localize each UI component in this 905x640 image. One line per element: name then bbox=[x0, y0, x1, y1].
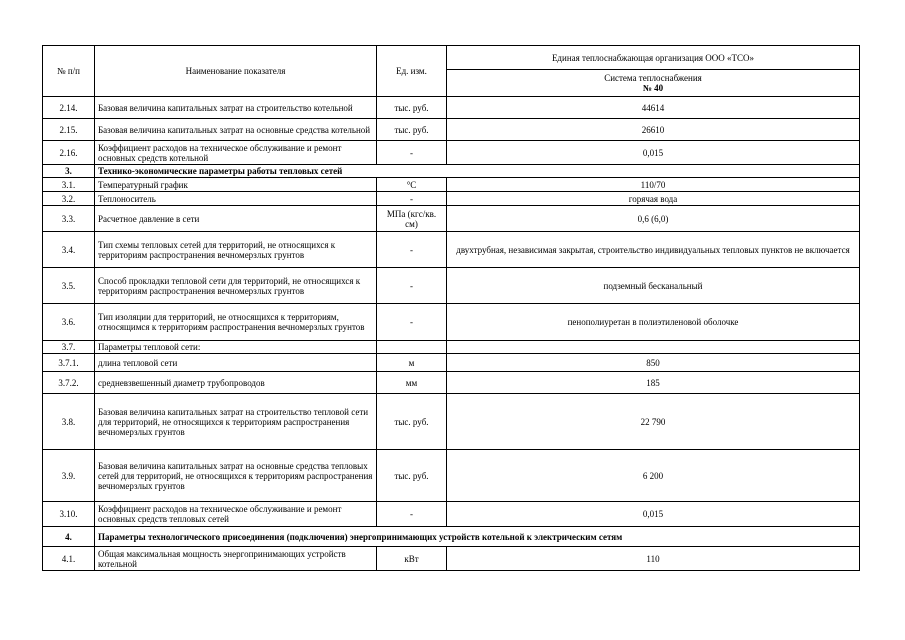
row-value: 110/70 bbox=[447, 178, 860, 192]
row-unit: кВт bbox=[377, 547, 447, 571]
section-title: Параметры технологического присоединения (подключения) энергопринимающих устройств котельной к электрическим сетям bbox=[95, 527, 860, 547]
row-value: 110 bbox=[447, 547, 860, 571]
table-row bbox=[43, 502, 860, 527]
row-name: Базовая величина капитальных затрат на строительство котельной bbox=[95, 97, 377, 119]
row-number: 2.14. bbox=[43, 97, 95, 119]
row-name: Температурный график bbox=[95, 178, 377, 192]
row-unit: °С bbox=[377, 178, 447, 192]
row-value bbox=[447, 341, 860, 354]
header-number: № п/п bbox=[43, 46, 95, 97]
header-organization: Единая теплоснабжающая организация ООО «ТСО» bbox=[447, 46, 860, 70]
row-name: Расчетное давление в сети bbox=[95, 206, 377, 232]
header-system bbox=[447, 70, 860, 97]
row-unit: - bbox=[377, 141, 447, 165]
row-number: 3.7. bbox=[43, 341, 95, 354]
table-row bbox=[43, 354, 860, 372]
row-name: средневзвешенный диаметр трубопроводов bbox=[95, 372, 377, 394]
row-value: 0,015 bbox=[447, 502, 860, 527]
table-row bbox=[43, 232, 860, 268]
row-unit: тыс. руб. bbox=[377, 97, 447, 119]
indicators-table bbox=[42, 45, 860, 571]
row-number: 2.16. bbox=[43, 141, 95, 165]
row-name: Общая максимальная мощность энергопринимающих устройств котельной bbox=[95, 547, 377, 571]
table-row bbox=[43, 372, 860, 394]
table-row bbox=[43, 394, 860, 450]
row-name: Базовая величина капитальных затрат на строительство тепловой сети для территорий, не относящихся к территориям распространения вечномерзлых грунтов bbox=[95, 394, 377, 450]
table-row bbox=[43, 97, 860, 119]
row-number: 3.2. bbox=[43, 192, 95, 206]
row-value: 22 790 bbox=[447, 394, 860, 450]
row-number: 3.8. bbox=[43, 394, 95, 450]
row-value: двухтрубная, независимая закрытая, строительство индивидуальных тепловых пунктов не включается bbox=[447, 232, 860, 268]
row-name: Тип изоляции для территорий, не относящихся к территориям, относящимся к территориям распространения вечномерзлых грунтов bbox=[95, 304, 377, 341]
row-number: 3.9. bbox=[43, 450, 95, 502]
row-name: Теплоноситель bbox=[95, 192, 377, 206]
row-value: 0,6 (6,0) bbox=[447, 206, 860, 232]
row-unit: - bbox=[377, 232, 447, 268]
row-unit: тыс. руб. bbox=[377, 119, 447, 141]
section-number: 4. bbox=[43, 527, 95, 547]
table-row bbox=[43, 547, 860, 571]
section-row bbox=[43, 165, 860, 178]
row-number: 3.7.2. bbox=[43, 372, 95, 394]
table-row bbox=[43, 206, 860, 232]
row-name: Коэффициент расходов на техническое обслуживание и ремонт основных средств котельной bbox=[95, 141, 377, 165]
row-unit: МПа (кгс/кв. см) bbox=[377, 206, 447, 232]
row-number: 3.4. bbox=[43, 232, 95, 268]
row-unit: - bbox=[377, 304, 447, 341]
row-name: Коэффициент расходов на техническое обслуживание и ремонт основных средств тепловых сетей bbox=[95, 502, 377, 527]
header-system-label: Система теплоснабжения bbox=[604, 73, 702, 83]
row-value: горячая вода bbox=[447, 192, 860, 206]
row-unit: м bbox=[377, 354, 447, 372]
row-value: 6 200 bbox=[447, 450, 860, 502]
table-row bbox=[43, 304, 860, 341]
row-value: 26610 bbox=[447, 119, 860, 141]
row-unit: тыс. руб. bbox=[377, 394, 447, 450]
row-name: Базовая величина капитальных затрат на основные средства тепловых сетей для территорий, не относящихся к территориям распространения вечномерзлых грунтов bbox=[95, 450, 377, 502]
row-unit: мм bbox=[377, 372, 447, 394]
section-number: 3. bbox=[43, 165, 95, 178]
row-unit: тыс. руб. bbox=[377, 450, 447, 502]
header-row bbox=[43, 46, 860, 70]
row-unit: - bbox=[377, 502, 447, 527]
row-number: 3.3. bbox=[43, 206, 95, 232]
row-number: 3.7.1. bbox=[43, 354, 95, 372]
row-number: 3.5. bbox=[43, 268, 95, 304]
header-unit: Ед. изм. bbox=[377, 46, 447, 97]
row-value: 850 bbox=[447, 354, 860, 372]
header-system-number: № 40 bbox=[642, 83, 664, 93]
row-value: 185 bbox=[447, 372, 860, 394]
row-value: 0,015 bbox=[447, 141, 860, 165]
row-number: 2.15. bbox=[43, 119, 95, 141]
row-unit: - bbox=[377, 268, 447, 304]
row-number: 4.1. bbox=[43, 547, 95, 571]
row-number: 3.6. bbox=[43, 304, 95, 341]
table-row bbox=[43, 450, 860, 502]
table-row bbox=[43, 178, 860, 192]
row-name: Параметры тепловой сети: bbox=[95, 341, 377, 354]
row-unit: - bbox=[377, 192, 447, 206]
row-name: Базовая величина капитальных затрат на основные средства котельной bbox=[95, 119, 377, 141]
table-row bbox=[43, 192, 860, 206]
row-name: Тип схемы тепловых сетей для территорий, не относящихся к территориям распространения вечномерзлых грунтов bbox=[95, 232, 377, 268]
table-row bbox=[43, 268, 860, 304]
row-value: подземный бесканальный bbox=[447, 268, 860, 304]
table-row bbox=[43, 341, 860, 354]
row-value: пенополиуретан в полиэтиленовой оболочке bbox=[447, 304, 860, 341]
row-name: длина тепловой сети bbox=[95, 354, 377, 372]
row-value: 44614 bbox=[447, 97, 860, 119]
table-row bbox=[43, 141, 860, 165]
row-name: Способ прокладки тепловой сети для территорий, не относящихся к территориям распространения вечномерзлых грунтов bbox=[95, 268, 377, 304]
row-number: 3.1. bbox=[43, 178, 95, 192]
row-number: 3.10. bbox=[43, 502, 95, 527]
section-title: Технико-экономические параметры работы тепловых сетей bbox=[95, 165, 860, 178]
header-indicator-name: Наименование показателя bbox=[95, 46, 377, 97]
table-row bbox=[43, 119, 860, 141]
row-unit bbox=[377, 341, 447, 354]
section-row bbox=[43, 527, 860, 547]
